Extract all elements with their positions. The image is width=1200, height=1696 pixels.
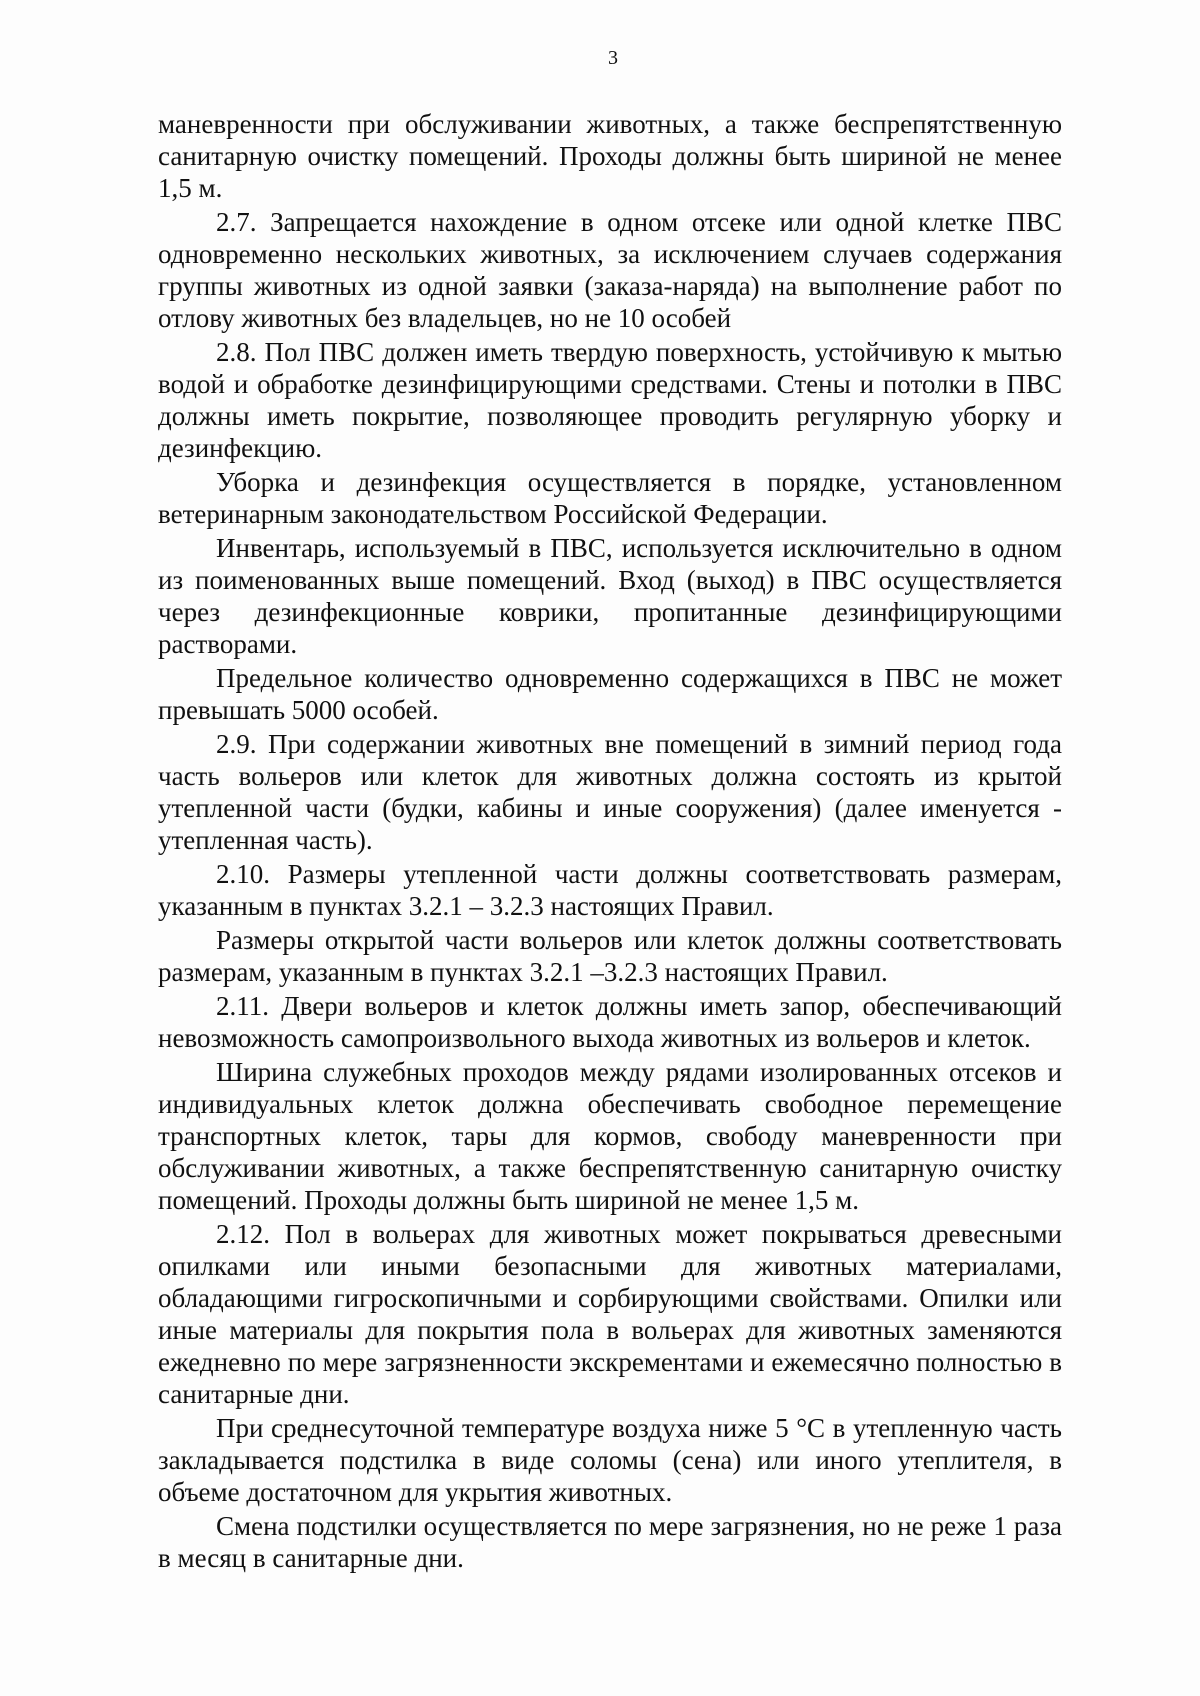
paragraph: Ширина служебных проходов между рядами изолированных отсеков и индивидуальных клеток должна обеспечивать свободное перемещение транспортных клеток, тары для кормов, свободу маневренности при обслуживании животных, а также беспрепятственную санитарную очистку помещений. Проходы должны быть шириной не менее 1,5 м. <box>158 1057 1062 1215</box>
paragraph: Предельное количество одновременно содержащихся в ПВС не может превышать 5000 особей. <box>158 663 1062 725</box>
paragraph: При среднесуточной температуре воздуха ниже 5 °С в утепленную часть закладывается подстилка в виде соломы (сена) или иного утеплителя, в объеме достаточном для укрытия животных. <box>158 1413 1062 1507</box>
paragraph: маневренности при обслуживании животных, а также беспрепятственную санитарную очистку помещений. Проходы должны быть шириной не менее 1,5 м. <box>158 109 1062 203</box>
paragraph: 2.9. При содержании животных вне помещений в зимний период года часть вольеров или клеток для животных должна состоять из крытой утепленной части (будки, кабины и иные сооружения) (далее именуется - утепленная часть). <box>158 729 1062 855</box>
paragraph: 2.8. Пол ПВС должен иметь твердую поверхность, устойчивую к мытью водой и обработке дезинфицирующими средствами. Стены и потолки в ПВС должны иметь покрытие, позволяющее проводить регулярную уборку и дезинфекцию. <box>158 337 1062 463</box>
paragraph: Смена подстилки осуществляется по мере загрязнения, но не реже 1 раза в месяц в санитарные дни. <box>158 1511 1062 1573</box>
paragraph: Размеры открытой части вольеров или клеток должны соответствовать размерам, указанным в пунктах 3.2.1 –3.2.3 настоящих Правил. <box>158 925 1062 987</box>
page-number: 3 <box>608 47 618 69</box>
paragraph: 2.7. Запрещается нахождение в одном отсеке или одной клетке ПВС одновременно нескольких животных, за исключением случаев содержания группы животных из одной заявки (заказа-наряда) на выполнение работ по отлову животных без владельцев, но не 10 особей <box>158 207 1062 333</box>
paragraph: 2.11. Двери вольеров и клеток должны иметь запор, обеспечивающий невозможность самопроизвольного выхода животных из вольеров и клеток. <box>158 991 1062 1053</box>
document-body <box>158 108 1062 1574</box>
paragraph: Уборка и дезинфекция осуществляется в порядке, установленном ветеринарным законодательством Российской Федерации. <box>158 467 1062 529</box>
paragraph: 2.10. Размеры утепленной части должны соответствовать размерам, указанным в пунктах 3.2.1 – 3.2.3 настоящих Правил. <box>158 859 1062 921</box>
paragraph: Инвентарь, используемый в ПВС, используется исключительно в одном из поименованных выше помещений. Вход (выход) в ПВС осуществляется через дезинфекционные коврики, пропитанные дезинфицирующими растворами. <box>158 533 1062 659</box>
paragraph: 2.12. Пол в вольерах для животных может покрываться древесными опилками или иными безопасными для животных материалами, обладающими гигроскопичными и сорбирующими свойствами. Опилки или иные материалы для покрытия пола в вольерах для животных заменяются ежедневно по мере загрязненности экскрементами и ежемесячно полностью в санитарные дни. <box>158 1219 1062 1409</box>
